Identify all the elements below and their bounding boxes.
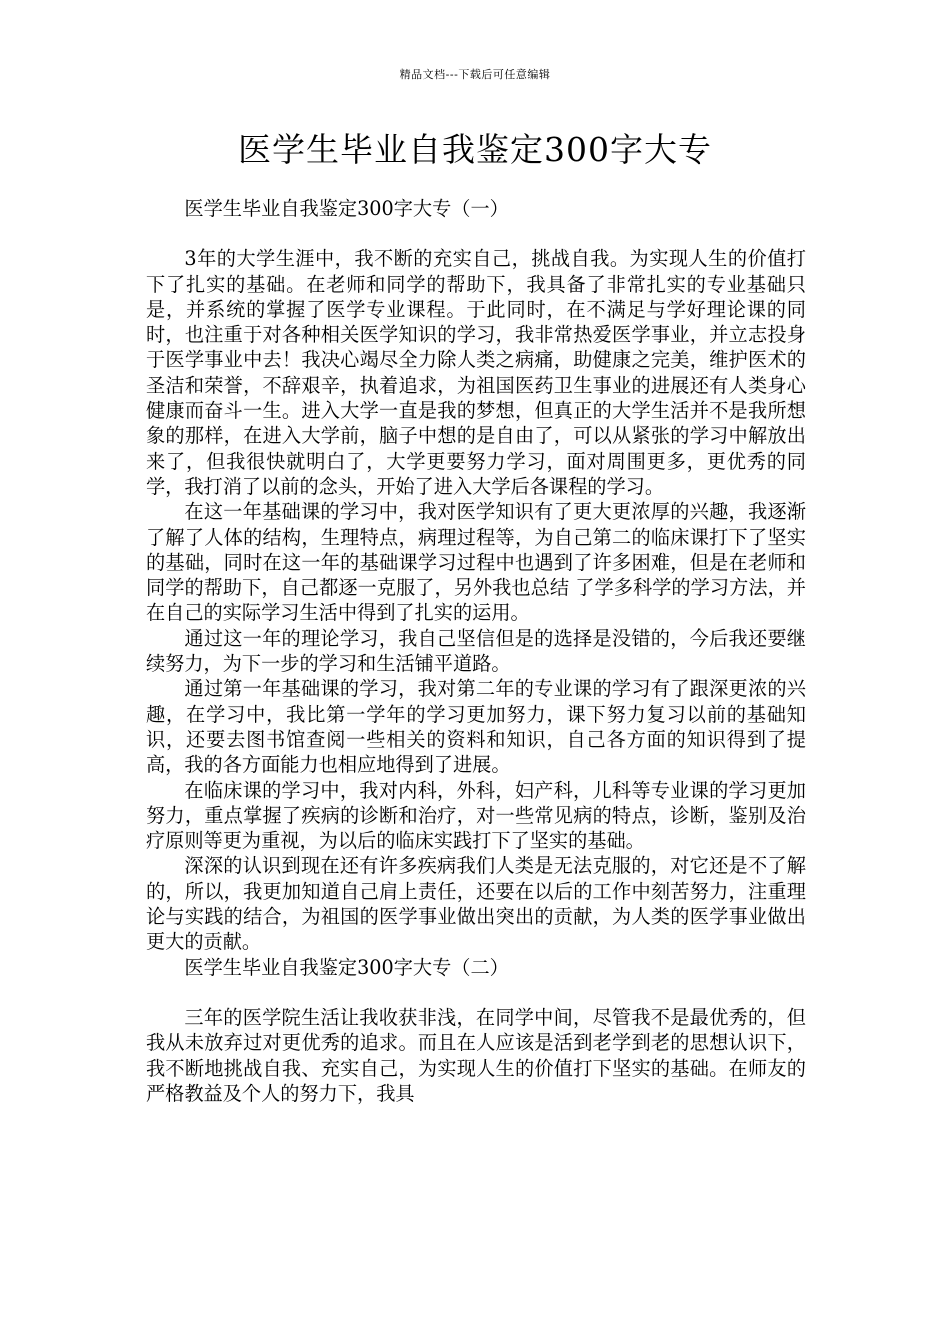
section-1-paragraph: 深深的认识到现在还有许多疾病我们人类是无法克服的，对它还是不了解的，所以，我更加知道自己肩上责任，还要在以后的工作中刻苦努力，注重理论与实践的结合，为祖国的医学事业做出突出的贡献，为人类的医学事业做出更大的贡献。 <box>146 854 806 954</box>
section-2-title: 医学生毕业自我鉴定300字大专（二） <box>184 955 509 979</box>
document-title: 医学生毕业自我鉴定300字大专 <box>238 130 712 169</box>
section-1-paragraph: 3年的大学生涯中，我不断的充实自己，挑战自我。为实现人生的价值打下了扎实的基础。在老师和同学的帮助下，我具备了非常扎实的专业基础只是，并系统的掌握了医学专业课程。于此同时，在不满足与学好理论课的同时，也注重于对各种相关医学知识的学习，我非常热爱医学事业，并立志投身于医学事业中去！我决心竭尽全力除人类之病痛，助健康之完美，维护医术的圣洁和荣誉，不辞艰辛，执着追求，为祖国医药卫生事业的进展还有人类身心健康而奋斗一生。进入大学一直是我的梦想，但真正的大学生活并不是我所想象的那样，在进入大学前，脑子中想的是自由了，可以从紧张的学习中解放出来了，但我很快就明白了，大学更要努力学习，面对周围更多，更优秀的同学，我打消了以前的念头，开始了进入大学后各课程的学习。 <box>146 247 806 498</box>
section-1-title: 医学生毕业自我鉴定300字大专（一） <box>184 197 509 220</box>
section-1-paragraph: 在这一年基础课的学习中，我对医学知识有了更大更浓厚的兴趣，我逐渐了解了人体的结构，生理特点，病理过程等，为自己第二的临床课打下了坚实的基础，同时在这一年的基础课学习过程中也遇到了许多困难，但是在老师和同学的帮助下，自己都逐一克服了，另外我也总结 了学多科学的学习方法，并在自己的实际学习生活中得到了扎实的运用。 <box>146 500 806 625</box>
section-1-paragraph: 在临床课的学习中，我对内科，外科，妇产科，儿科等专业课的学习更加努力，重点掌握了疾病的诊断和治疗，对一些常见病的特点，诊断，鉴别及治疗原则等更为重视，为以后的临床实践打下了坚实的基础。 <box>146 778 806 853</box>
section-1-paragraph: 通过第一年基础课的学习，我对第二年的专业课的学习有了跟深更浓的兴趣，在学习中，我比第一学年的学习更加努力，课下努力复习以前的基础知识，还要去图书馆查阅一些相关的资料和知识，自己各方面的知识得到了提高，我的各方面能力也相应地得到了进展。 <box>146 677 806 777</box>
section-2-paragraph: 三年的医学院生活让我收获非浅，在同学中间，尽管我不是最优秀的，但我从未放弃过对更优秀的追求。而且在人应该是活到老学到老的思想认识下，我不断地挑战自我、充实自己，为实现人生的价值打下坚实的基础。在师友的严格教益及个人的努力下，我具 <box>146 1005 806 1105</box>
document-body <box>146 196 806 1106</box>
section-1-paragraph: 通过这一年的理论学习，我自己坚信但是的选择是没错的，今后我还要继续努力，为下一步的学习和生活铺平道路。 <box>146 626 806 676</box>
page-header: 精品文档---下载后可任意编辑 <box>399 68 551 81</box>
